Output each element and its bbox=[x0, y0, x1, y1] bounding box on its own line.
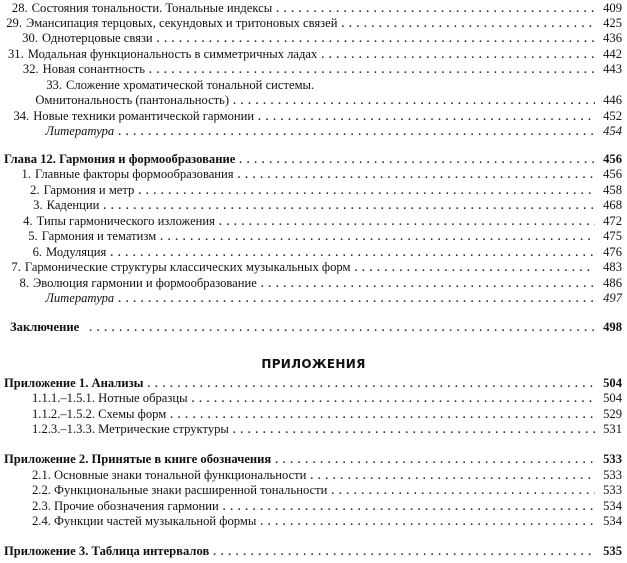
toc-entry[interactable] bbox=[0, 245, 622, 260]
page-number: 472 bbox=[603, 214, 622, 228]
entry-title: Новая сонантность bbox=[42, 62, 146, 76]
page-number: 458 bbox=[603, 183, 622, 197]
entry-title: Модальная функциональность в симметричных ладах bbox=[27, 47, 318, 61]
appendix-title: Приложение 1. Анализы bbox=[4, 376, 144, 390]
toc-chapter-heading[interactable] bbox=[4, 152, 622, 167]
chapter-title: Глава 12. Гармония и формообразование bbox=[4, 152, 236, 166]
dot-leader bbox=[138, 185, 595, 198]
entry-title: Каденции bbox=[46, 198, 100, 212]
page-number: 535 bbox=[603, 544, 622, 558]
entry-title-continued: Омнитональность (пантональность) bbox=[35, 93, 230, 107]
dot-leader bbox=[147, 378, 595, 391]
dot-leader bbox=[233, 424, 595, 437]
toc-entry[interactable] bbox=[0, 183, 622, 198]
dot-leader bbox=[233, 95, 595, 108]
dot-leader bbox=[118, 293, 595, 306]
page-number: 534 bbox=[603, 514, 622, 528]
dot-leader bbox=[110, 247, 595, 260]
entry-title: Состояния тональности. Тональные индексы bbox=[31, 1, 273, 15]
entry-title: 2.4. Функции частей музыкальной формы bbox=[32, 514, 257, 528]
page-number: 475 bbox=[603, 229, 622, 243]
entry-number: 31. bbox=[7, 47, 24, 61]
entry-title: Эмансипация терцовых, секундовых и тритоновых связей bbox=[25, 16, 338, 30]
dot-leader bbox=[192, 393, 595, 406]
toc-appendix-heading[interactable] bbox=[4, 376, 622, 391]
entry-number: 2. bbox=[30, 183, 40, 197]
page-number: 454 bbox=[603, 124, 622, 138]
page-number: 504 bbox=[603, 376, 622, 390]
dot-leader bbox=[103, 200, 595, 213]
dot-leader bbox=[331, 485, 595, 498]
entry-title: Модуляция bbox=[46, 245, 107, 259]
toc-entry[interactable] bbox=[0, 276, 622, 291]
page-number: 504 bbox=[603, 391, 622, 405]
dot-leader bbox=[341, 18, 595, 31]
entry-title: 1.2.3.–1.3.3. Метрические структуры bbox=[32, 422, 229, 436]
entry-number: 32. bbox=[22, 62, 39, 76]
toc-entry[interactable] bbox=[0, 229, 622, 244]
page-number: 409 bbox=[603, 1, 622, 15]
toc-entry[interactable] bbox=[0, 16, 622, 31]
entry-number: 30. bbox=[22, 31, 38, 45]
toc-entry[interactable] bbox=[0, 47, 622, 62]
dot-leader bbox=[276, 3, 595, 16]
page-number: 498 bbox=[603, 320, 622, 334]
conclusion-title: Заключение bbox=[10, 320, 80, 334]
dot-leader bbox=[239, 154, 595, 167]
toc-entry[interactable] bbox=[0, 422, 622, 437]
page-number: 534 bbox=[603, 499, 622, 513]
toc-appendix-heading[interactable] bbox=[4, 452, 622, 467]
entry-title: Гармония и тематизм bbox=[41, 229, 157, 243]
toc-entry[interactable] bbox=[0, 514, 622, 529]
entry-title: Новые техники романтической гармонии bbox=[33, 109, 255, 123]
entry-title: Эволюция гармонии и формообразование bbox=[32, 276, 257, 290]
page-number: 497 bbox=[603, 291, 622, 305]
appendix-title: Приложение 2. Принятые в книге обозначения bbox=[4, 452, 272, 466]
dot-leader bbox=[223, 501, 595, 514]
page-number: 452 bbox=[603, 109, 622, 123]
toc-entry[interactable] bbox=[0, 391, 622, 406]
dot-leader bbox=[261, 278, 595, 291]
entry-number: 1. bbox=[21, 167, 31, 181]
dot-leader bbox=[238, 169, 595, 182]
toc-entry[interactable] bbox=[0, 260, 622, 275]
toc-entry[interactable] bbox=[0, 109, 622, 124]
entry-number: 5. bbox=[28, 229, 38, 243]
toc-entry[interactable] bbox=[0, 214, 622, 229]
entry-title: Литература bbox=[45, 124, 115, 138]
dot-leader bbox=[260, 516, 595, 529]
page-number: 531 bbox=[603, 422, 622, 436]
toc-appendix-heading[interactable] bbox=[4, 544, 622, 559]
entry-title: Типы гармонического изложения bbox=[36, 214, 215, 228]
dot-leader bbox=[275, 454, 595, 467]
entry-number: 29. bbox=[6, 16, 22, 30]
entry-title: 2.2. Функциональные знаки расширенной тональности bbox=[32, 483, 328, 497]
entry-title: Гармония и метр bbox=[43, 183, 135, 197]
page-number: 456 bbox=[603, 167, 622, 181]
dot-leader bbox=[89, 322, 595, 335]
toc-entry-literature[interactable] bbox=[0, 124, 622, 139]
toc-entry[interactable] bbox=[0, 198, 622, 213]
page-number: 442 bbox=[603, 47, 622, 61]
entry-number: 34. bbox=[13, 109, 30, 123]
page-number: 425 bbox=[603, 16, 622, 30]
entry-number: 28. bbox=[11, 1, 28, 15]
dot-leader bbox=[149, 64, 595, 77]
page-number: 533 bbox=[603, 452, 622, 466]
page-number: 483 bbox=[603, 260, 622, 274]
page-number: 533 bbox=[603, 468, 622, 482]
entry-number: 8. bbox=[19, 276, 29, 290]
entry-title: Гармонические структуры классических музыкальных форм bbox=[24, 260, 351, 274]
entry-title: Сложение хроматической тональной системы. bbox=[66, 78, 315, 92]
page-number: 446 bbox=[603, 93, 622, 107]
page-number: 468 bbox=[603, 198, 622, 212]
entry-title: 1.1.1.–1.5.1. Нотные образцы bbox=[32, 391, 188, 405]
entry-number: 3. bbox=[33, 198, 43, 212]
dot-leader bbox=[258, 111, 595, 124]
toc-entry[interactable] bbox=[0, 1, 622, 16]
dot-leader bbox=[170, 409, 595, 422]
page-number: 456 bbox=[603, 152, 622, 166]
page-number: 533 bbox=[603, 483, 622, 497]
toc-entry[interactable] bbox=[0, 468, 622, 483]
toc-conclusion[interactable] bbox=[10, 320, 622, 335]
entry-number: 6. bbox=[32, 245, 43, 259]
dot-leader bbox=[118, 126, 595, 139]
dot-leader bbox=[213, 546, 595, 559]
toc-entry[interactable] bbox=[0, 407, 622, 422]
page-number: 443 bbox=[603, 62, 622, 76]
toc-entry-literature[interactable] bbox=[0, 291, 622, 306]
entry-number: 7. bbox=[11, 260, 21, 274]
entry-number: 33. bbox=[46, 78, 62, 92]
dot-leader bbox=[354, 262, 595, 275]
dot-leader bbox=[321, 49, 595, 62]
page-number: 529 bbox=[603, 407, 622, 421]
toc-entry[interactable] bbox=[0, 499, 622, 514]
dot-leader bbox=[219, 216, 595, 229]
toc-entry[interactable] bbox=[0, 31, 622, 46]
entry-title: Литература bbox=[45, 291, 115, 305]
dot-leader bbox=[157, 33, 595, 46]
toc-entry[interactable] bbox=[0, 62, 622, 77]
entry-title: Главные факторы формообразования bbox=[34, 167, 234, 181]
entry-number: 4. bbox=[23, 214, 33, 228]
entry-title: 2.1. Основные знаки тональной функциональности bbox=[32, 468, 307, 482]
toc-entry-continuation[interactable] bbox=[0, 93, 622, 108]
toc-entry[interactable] bbox=[0, 78, 622, 93]
toc-entry[interactable] bbox=[0, 167, 622, 182]
page-number: 476 bbox=[603, 245, 622, 259]
entry-title: Однотерцовые связи bbox=[42, 31, 153, 45]
toc-entry[interactable] bbox=[0, 483, 622, 498]
appendices-heading: ПРИЛОЖЕНИЯ bbox=[261, 357, 366, 371]
page-number: 486 bbox=[603, 276, 622, 290]
entry-title: 2.3. Прочие обозначения гармонии bbox=[32, 499, 219, 513]
appendix-title: Приложение 3. Таблица интервалов bbox=[4, 544, 210, 558]
entry-title: 1.1.2.–1.5.2. Схемы форм bbox=[32, 407, 167, 421]
page-number: 436 bbox=[603, 31, 622, 45]
dot-leader bbox=[160, 231, 595, 244]
dot-leader bbox=[310, 470, 595, 483]
